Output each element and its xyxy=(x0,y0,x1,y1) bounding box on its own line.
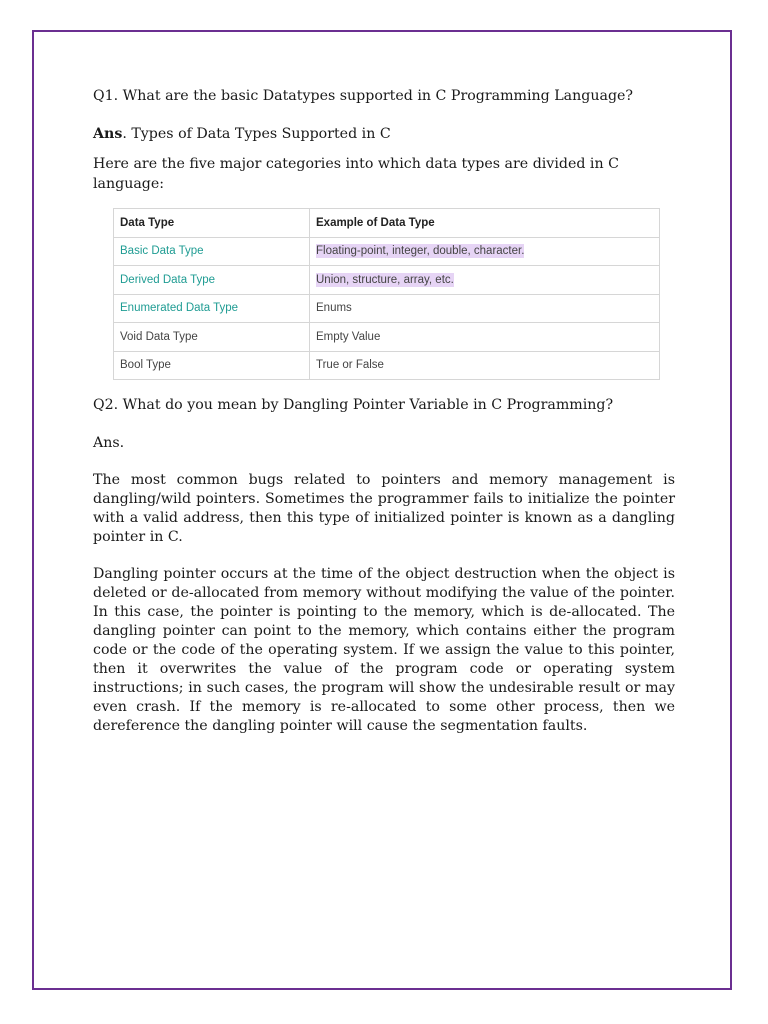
table-cell-example: Union, structure, array, etc. xyxy=(316,273,454,286)
table-row xyxy=(114,351,660,380)
data-types-table xyxy=(113,208,660,380)
table-cell-type: Bool Type xyxy=(114,351,310,380)
answer-2-label: Ans. xyxy=(93,435,125,451)
table-header-example: Example of Data Type xyxy=(310,209,660,238)
table-row xyxy=(114,266,660,295)
answer-2-paragraph-1: The most common bugs related to pointers and memory management is dangling/wild pointers. Sometimes the programmer fails to initialize the pointer with a valid address, then this type of initialized pointer is known as a dangling pointer in C. xyxy=(93,472,675,545)
table-cell-example: Empty Value xyxy=(310,323,660,352)
table-row xyxy=(114,294,660,323)
table-cell-type: Basic Data Type xyxy=(114,237,310,266)
table-header-row xyxy=(114,209,660,238)
answer-1-title: . Types of Data Types Supported in C xyxy=(122,126,391,142)
table-cell-type: Enumerated Data Type xyxy=(114,294,310,323)
table-row xyxy=(114,323,660,352)
question-2: Q2. What do you mean by Dangling Pointer Variable in C Programming? xyxy=(93,397,614,413)
table-cell-example: Enums xyxy=(310,294,660,323)
answer-label: Ans xyxy=(93,126,123,142)
table-cell-example: Floating-point, integer, double, character. xyxy=(316,245,525,258)
table-row xyxy=(114,237,660,266)
document-content xyxy=(93,86,675,754)
question-1: Q1. What are the basic Datatypes supported in C Programming Language? xyxy=(93,88,634,104)
answer-1-intro: Here are the five major categories into which data types are divided in C language: xyxy=(93,156,619,192)
table-cell-example: True or False xyxy=(310,351,660,380)
table-cell-type: Void Data Type xyxy=(114,323,310,352)
answer-2-paragraph-2: Dangling pointer occurs at the time of the object destruction when the object is deleted or de-allocated from memory without modifying the value of the pointer. In this case, the pointer is pointing to the memory, which is de-allocated. The dangling pointer can point to the memory, which contains either the program code or the code of the operating system. If we assign the value to this pointer, then it overwrites the value of the program code or operating system instructions; in such cases, the program will show the undesirable result or may even crash. If the memory is re-allocated to some other process, then we dereference the dangling pointer will cause the segmentation faults. xyxy=(93,566,675,734)
table-cell-type: Derived Data Type xyxy=(114,266,310,295)
table-header-data-type: Data Type xyxy=(114,209,310,238)
answer-1-heading xyxy=(93,124,675,144)
